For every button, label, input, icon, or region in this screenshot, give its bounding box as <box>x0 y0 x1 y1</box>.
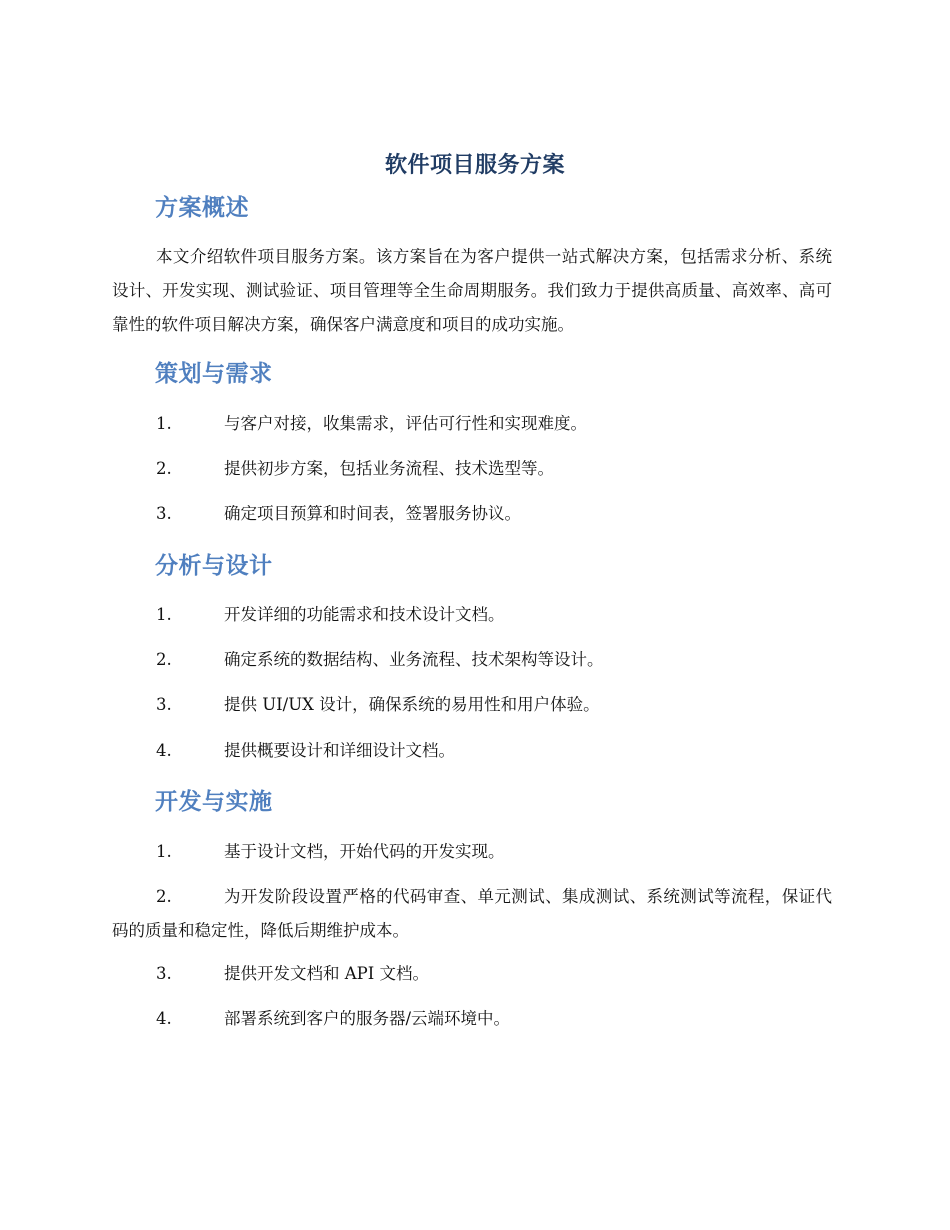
overview-paragraph: 本文介绍软件项目服务方案。该方案旨在为客户提供一站式解决方案，包括需求分析、系统设计、开发实现、测试验证、项目管理等全生命周期服务。我们致力于提供高质量、高效率、高可靠性的软件项目解决方案，确保客户满意度和项目的成功实施。 <box>112 247 832 334</box>
list-item <box>112 880 832 948</box>
list-number: 3. <box>156 504 172 523</box>
list-item <box>112 835 832 869</box>
list-item <box>112 957 832 991</box>
list-text: 提供概要设计和详细设计文档。 <box>224 741 455 760</box>
list-number: 2. <box>156 887 172 906</box>
list-item <box>112 407 832 441</box>
list-item <box>112 598 832 632</box>
list-text: 提供初步方案，包括业务流程、技术选型等。 <box>224 459 554 478</box>
section-heading-design: 分析与设计 <box>155 553 273 579</box>
list-item <box>112 734 832 768</box>
list-text: 部署系统到客户的服务器/云端环境中。 <box>224 1009 511 1028</box>
list-item <box>112 643 832 677</box>
list-text: 开发详细的功能需求和技术设计文档。 <box>224 605 505 624</box>
list-number: 4. <box>156 1009 172 1028</box>
list-text: 为开发阶段设置严格的代码审查、单元测试、集成测试、系统测试等流程，保证代码的质量和稳定性，降低后期维护成本。 <box>112 887 832 940</box>
document-title: 软件项目服务方案 <box>384 153 565 178</box>
list-text: 确定项目预算和时间表，签署服务协议。 <box>224 504 521 523</box>
list-text: 提供 UI/UX 设计，确保系统的易用性和用户体验。 <box>224 695 600 714</box>
list-number: 1. <box>156 414 172 433</box>
list-item <box>112 452 832 486</box>
list-number: 4. <box>156 741 172 760</box>
list-text: 与客户对接，收集需求，评估可行性和实现难度。 <box>224 414 587 433</box>
section-heading-overview: 方案概述 <box>155 195 249 221</box>
list-number: 2. <box>156 650 172 669</box>
list-text: 基于设计文档，开始代码的开发实现。 <box>224 842 505 861</box>
list-number: 2. <box>156 459 172 478</box>
list-number: 3. <box>156 964 172 983</box>
section-heading-development: 开发与实施 <box>155 789 273 815</box>
list-item <box>112 1002 832 1036</box>
list-number: 1. <box>156 842 172 861</box>
list-number: 3. <box>156 695 172 714</box>
list-item <box>112 688 832 722</box>
section-heading-planning: 策划与需求 <box>155 361 273 387</box>
list-number: 1. <box>156 605 172 624</box>
list-item <box>112 497 832 531</box>
list-text: 确定系统的数据结构、业务流程、技术架构等设计。 <box>224 650 604 669</box>
list-text: 提供开发文档和 API 文档。 <box>224 964 430 983</box>
